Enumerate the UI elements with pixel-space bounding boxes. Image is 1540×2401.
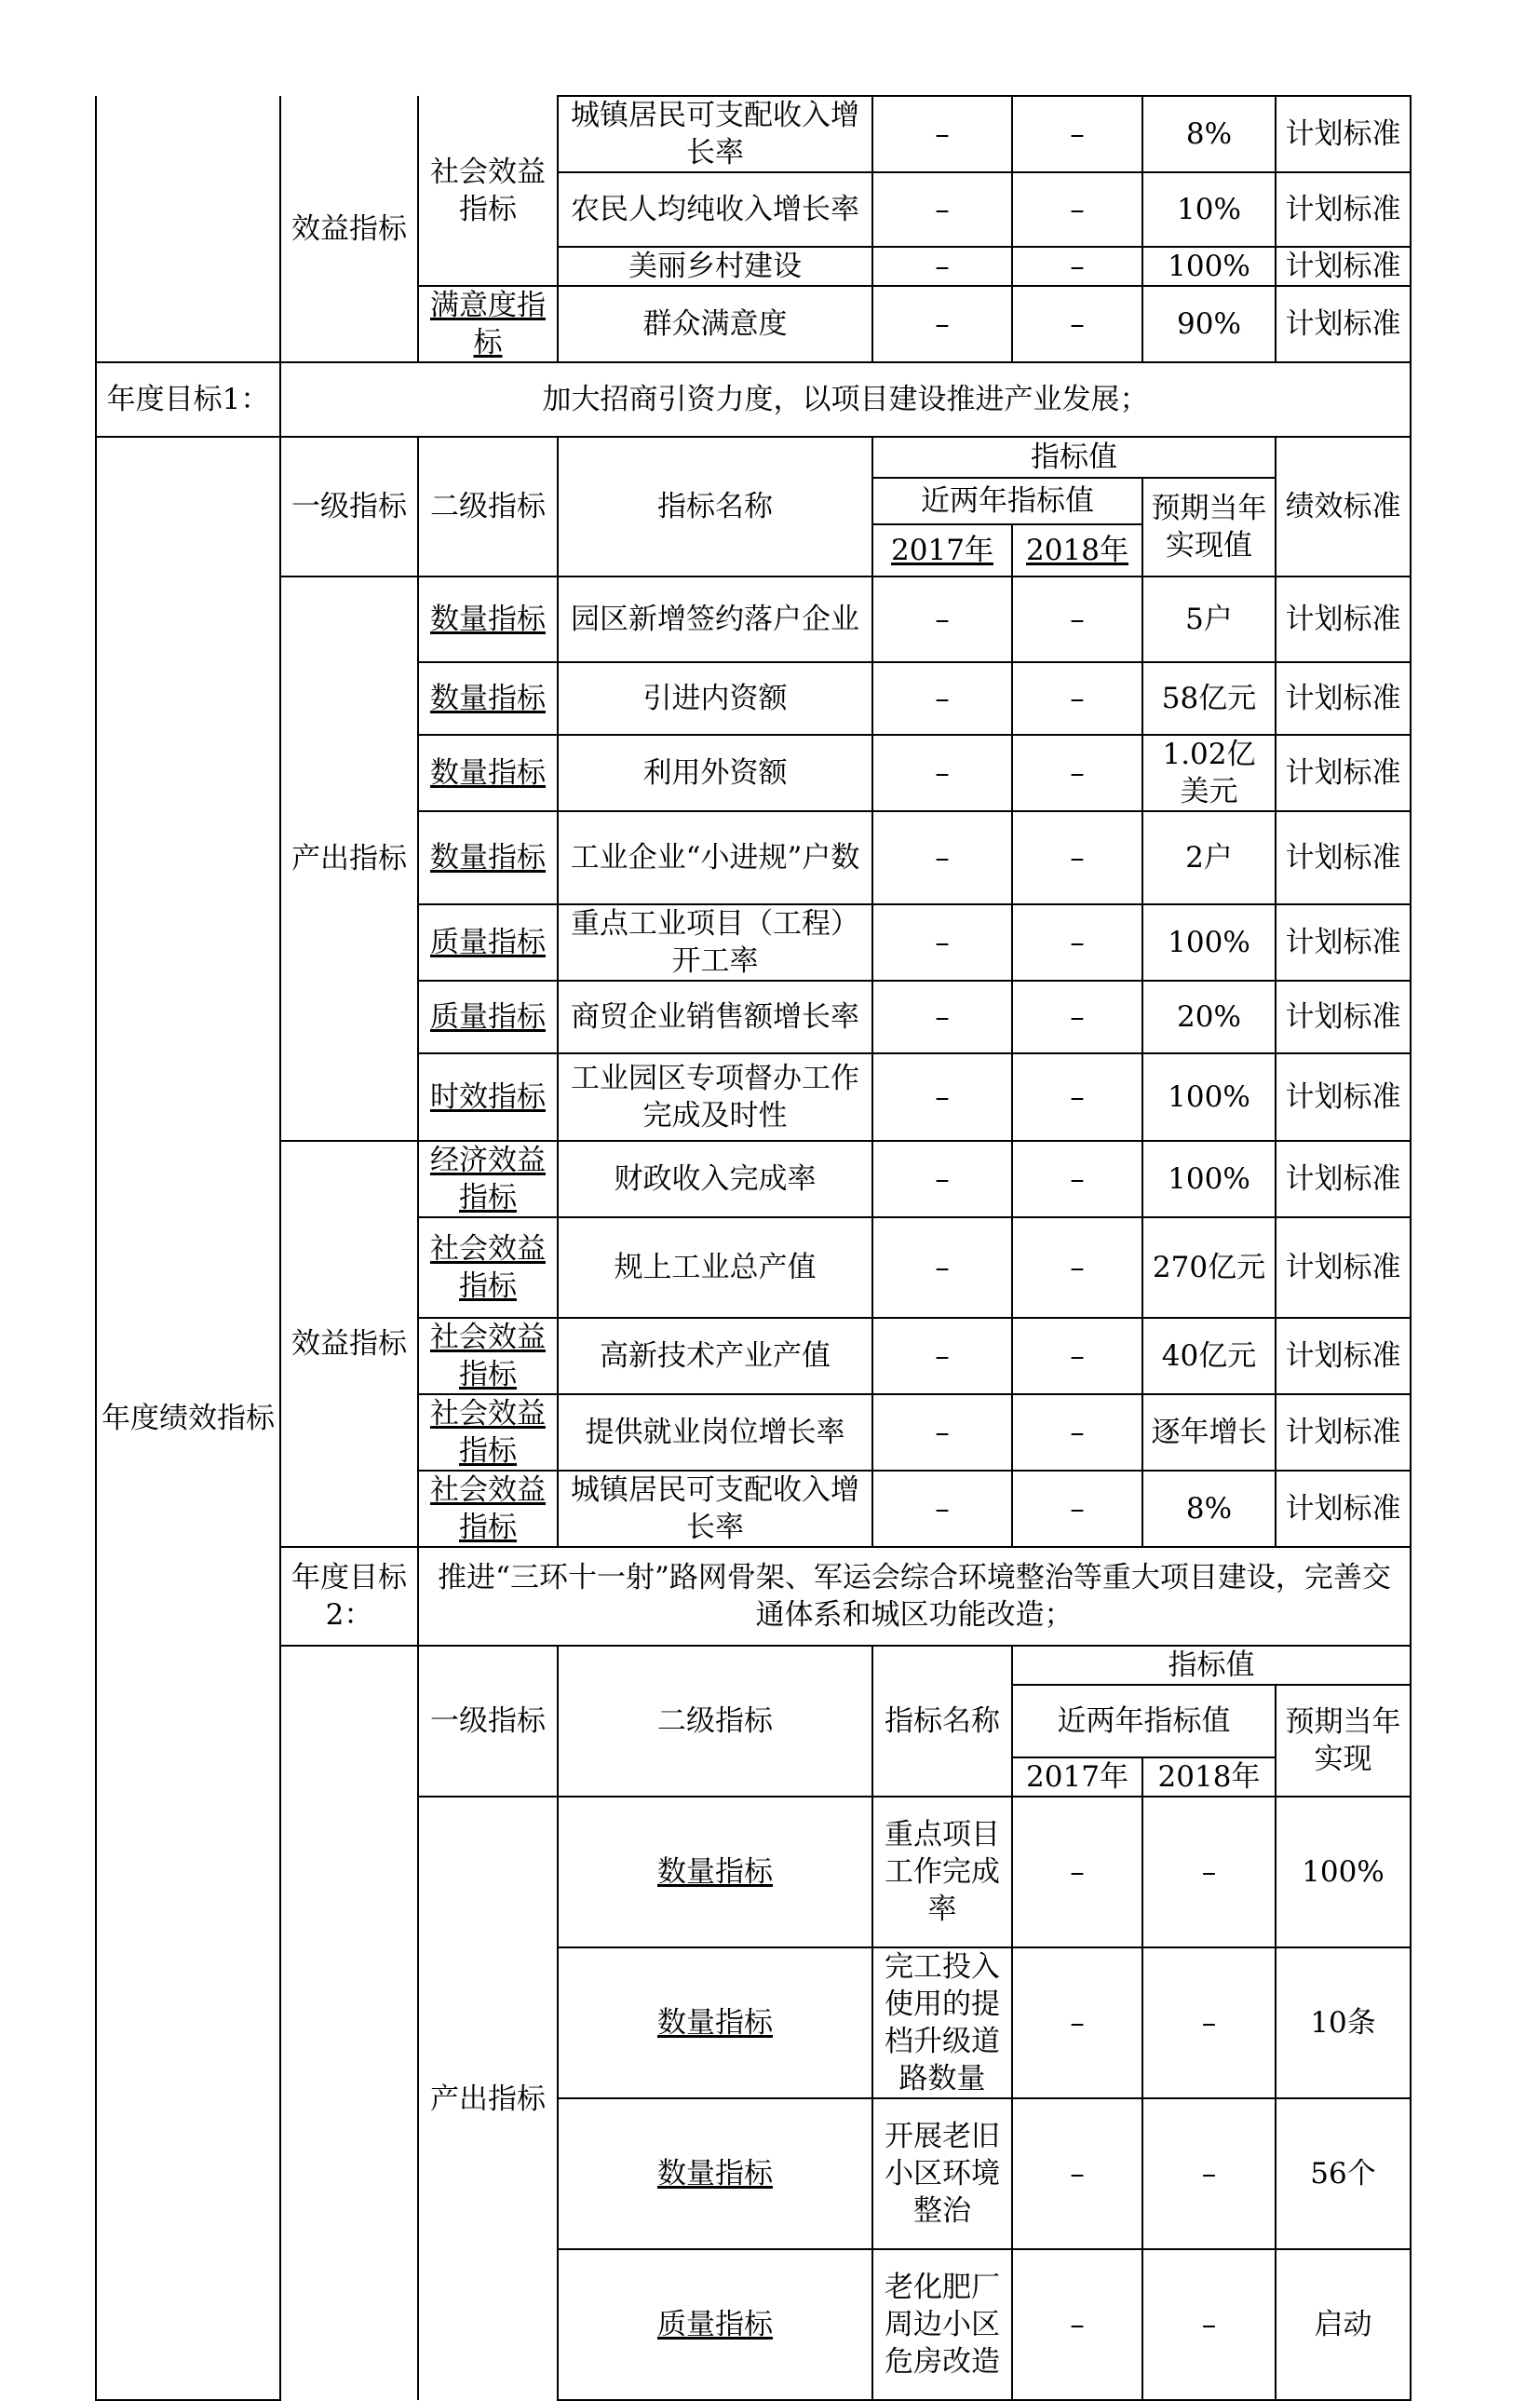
- level2-cell: 数量指标: [418, 662, 558, 735]
- value-2017: –: [872, 1318, 1012, 1394]
- expected-value: 10%: [1142, 172, 1276, 247]
- expected-value: 10条: [1276, 1947, 1411, 2098]
- performance-standard: 计划标准: [1276, 904, 1411, 981]
- value-2017: –: [872, 981, 1012, 1053]
- header-level1: 一级指标: [418, 1646, 558, 1797]
- value-2018: –: [1012, 1217, 1142, 1318]
- value-2017: –: [872, 172, 1012, 247]
- performance-standard: 计划标准: [1276, 286, 1411, 362]
- blank-left-cell: [96, 96, 280, 362]
- performance-standard: 计划标准: [1276, 247, 1411, 286]
- level2-cell: 社会效益指标: [418, 1318, 558, 1394]
- expected-value: 启动: [1276, 2249, 1411, 2400]
- blank-left-cell: [280, 1646, 418, 2400]
- indicator-name: 高新技术产业产值: [558, 1318, 872, 1394]
- value-2018: –: [1142, 2249, 1276, 2400]
- level2-cell: 数量指标: [418, 577, 558, 662]
- value-2017: –: [1012, 2098, 1142, 2249]
- header-2018: 2018年: [1142, 1757, 1276, 1797]
- indicator-name: 重点项目工作完成率: [872, 1797, 1012, 1947]
- header-level2: 二级指标: [418, 437, 558, 577]
- header-standard: 绩效标准: [1276, 437, 1411, 577]
- level2-cell: 满意度指标: [418, 286, 558, 362]
- indicator-name: 城镇居民可支配收入增长率: [558, 1471, 872, 1547]
- header-name: 指标名称: [872, 1646, 1012, 1797]
- value-2017: –: [872, 811, 1012, 904]
- level2-cell: 数量指标: [418, 811, 558, 904]
- value-2017: –: [872, 96, 1012, 172]
- value-2018: –: [1012, 1394, 1142, 1471]
- expected-value: 2户: [1142, 811, 1276, 904]
- level2-cell: 数量指标: [418, 735, 558, 811]
- value-2018: –: [1012, 811, 1142, 904]
- performance-standard: 计划标准: [1276, 662, 1411, 735]
- goal-row: [96, 1547, 1411, 1646]
- expected-value: 100%: [1276, 1797, 1411, 1947]
- indicator-name: 农民人均纯收入增长率: [558, 172, 872, 247]
- header-row: [96, 437, 1411, 478]
- indicator-name: 工业园区专项督办工作完成及时性: [558, 1053, 872, 1141]
- header-expected: 预期当年实现值: [1142, 478, 1276, 577]
- performance-standard: 计划标准: [1276, 981, 1411, 1053]
- indicator-name: 利用外资额: [558, 735, 872, 811]
- performance-standard: 计划标准: [1276, 1471, 1411, 1547]
- indicator-name: 老化肥厂周边小区危房改造: [872, 2249, 1012, 2400]
- indicator-name: 商贸企业销售额增长率: [558, 981, 872, 1053]
- table-row: [96, 96, 1411, 172]
- goal-label: 年度目标1：: [96, 362, 280, 437]
- value-2017: –: [1012, 1797, 1142, 1947]
- value-2018: –: [1012, 1318, 1142, 1394]
- header-recent: 近两年指标值: [872, 478, 1142, 524]
- expected-value: 100%: [1142, 1053, 1276, 1141]
- performance-standard: 计划标准: [1276, 1394, 1411, 1471]
- value-2017: –: [872, 247, 1012, 286]
- expected-value: 56个: [1276, 2098, 1411, 2249]
- performance-standard: 计划标准: [1276, 1141, 1411, 1217]
- value-2018: –: [1142, 1797, 1276, 1947]
- expected-value: 90%: [1142, 286, 1276, 362]
- indicator-name: 财政收入完成率: [558, 1141, 872, 1217]
- header-2017: 2017年: [872, 524, 1012, 577]
- indicator-name: 重点工业项目（工程）开工率: [558, 904, 872, 981]
- level2-cell: 社会效益指标: [418, 96, 558, 286]
- header-level1: 一级指标: [280, 437, 418, 577]
- value-2018: –: [1142, 1947, 1276, 2098]
- value-2017: –: [872, 1217, 1012, 1318]
- goal-text: 加大招商引资力度，以项目建设推进产业发展；: [280, 362, 1411, 437]
- expected-value: 8%: [1142, 96, 1276, 172]
- performance-standard: 计划标准: [1276, 172, 1411, 247]
- output-label: 产出指标: [280, 577, 418, 1141]
- performance-standard: 计划标准: [1276, 735, 1411, 811]
- header-name: 指标名称: [558, 437, 872, 577]
- table-row: [96, 577, 1411, 662]
- indicator-name: 提供就业岗位增长率: [558, 1394, 872, 1471]
- expected-value: 270亿元: [1142, 1217, 1276, 1318]
- performance-standard: 计划标准: [1276, 1053, 1411, 1141]
- expected-value: 100%: [1142, 904, 1276, 981]
- header-value: 指标值: [872, 437, 1276, 478]
- value-2017: –: [872, 1141, 1012, 1217]
- level2-cell: 数量指标: [558, 2098, 872, 2249]
- value-2017: –: [872, 577, 1012, 662]
- header-row: [96, 1646, 1411, 1685]
- expected-value: 20%: [1142, 981, 1276, 1053]
- value-2017: –: [1012, 1947, 1142, 2098]
- value-2018: –: [1012, 172, 1142, 247]
- value-2018: –: [1012, 735, 1142, 811]
- indicator-name: 园区新增签约落户企业: [558, 577, 872, 662]
- indicator-name: 规上工业总产值: [558, 1217, 872, 1318]
- level2-cell: 数量指标: [558, 1797, 872, 1947]
- level2-cell: 时效指标: [418, 1053, 558, 1141]
- value-2018: –: [1012, 286, 1142, 362]
- level2-cell: 数量指标: [558, 1947, 872, 2098]
- indicator-name: 引进内资额: [558, 662, 872, 735]
- indicator-name: 美丽乡村建设: [558, 247, 872, 286]
- value-2018: –: [1142, 2098, 1276, 2249]
- value-2018: –: [1012, 1141, 1142, 1217]
- value-2017: –: [872, 1471, 1012, 1547]
- performance-standard: 计划标准: [1276, 1318, 1411, 1394]
- performance-standard: 计划标准: [1276, 1217, 1411, 1318]
- level1-cell: 效益指标: [280, 96, 418, 362]
- value-2018: –: [1012, 1053, 1142, 1141]
- value-2017: –: [1012, 2249, 1142, 2400]
- header-2017: 2017年: [1012, 1757, 1142, 1797]
- expected-value: 1.02亿美元: [1142, 735, 1276, 811]
- value-2018: –: [1012, 1471, 1142, 1547]
- header-value: 指标值: [1012, 1646, 1411, 1685]
- performance-table: [95, 95, 1412, 2401]
- expected-value: 8%: [1142, 1471, 1276, 1547]
- goal-text: 推进“三环十一射”路网骨架、军运会综合环境整治等重大项目建设，完善交通体系和城区功能改造；: [418, 1547, 1411, 1646]
- value-2017: –: [872, 904, 1012, 981]
- table-row: [96, 1141, 1411, 1217]
- level2-cell: 社会效益指标: [418, 1394, 558, 1471]
- expected-value: 58亿元: [1142, 662, 1276, 735]
- performance-standard: 计划标准: [1276, 811, 1411, 904]
- value-2017: –: [872, 1053, 1012, 1141]
- goal-label: 年度目标2：: [280, 1547, 418, 1646]
- benefit-label: 效益指标: [280, 1141, 418, 1547]
- level2-cell: 社会效益指标: [418, 1471, 558, 1547]
- value-2017: –: [872, 662, 1012, 735]
- expected-value: 100%: [1142, 247, 1276, 286]
- annual-performance-label: 年度绩效指标: [96, 437, 280, 2400]
- header-2018: 2018年: [1012, 524, 1142, 577]
- level2-cell: 质量指标: [418, 981, 558, 1053]
- value-2018: –: [1012, 662, 1142, 735]
- indicator-name: 开展老旧小区环境整治: [872, 2098, 1012, 2249]
- indicator-name: 群众满意度: [558, 286, 872, 362]
- expected-value: 5户: [1142, 577, 1276, 662]
- expected-value: 逐年增长: [1142, 1394, 1276, 1471]
- value-2018: –: [1012, 981, 1142, 1053]
- value-2018: –: [1012, 904, 1142, 981]
- value-2018: –: [1012, 96, 1142, 172]
- header-level2: 二级指标: [558, 1646, 872, 1797]
- performance-standard: 计划标准: [1276, 96, 1411, 172]
- value-2017: –: [872, 286, 1012, 362]
- value-2018: –: [1012, 247, 1142, 286]
- header-expected: 预期当年实现: [1276, 1685, 1411, 1797]
- level2-cell: 社会效益指标: [418, 1217, 558, 1318]
- indicator-name: 城镇居民可支配收入增长率: [558, 96, 872, 172]
- expected-value: 40亿元: [1142, 1318, 1276, 1394]
- performance-standard: 计划标准: [1276, 577, 1411, 662]
- value-2018: –: [1012, 577, 1142, 662]
- level2-cell: 经济效益指标: [418, 1141, 558, 1217]
- expected-value: 100%: [1142, 1141, 1276, 1217]
- value-2017: –: [872, 735, 1012, 811]
- indicator-name: 完工投入使用的提档升级道路数量: [872, 1947, 1012, 2098]
- level2-cell: 质量指标: [558, 2249, 872, 2400]
- header-recent: 近两年指标值: [1012, 1685, 1276, 1757]
- value-2017: –: [872, 1394, 1012, 1471]
- output-label: 产出指标: [418, 1797, 558, 2400]
- level2-cell: 质量指标: [418, 904, 558, 981]
- indicator-name: 工业企业“小进规”户数: [558, 811, 872, 904]
- goal-row: [96, 362, 1411, 437]
